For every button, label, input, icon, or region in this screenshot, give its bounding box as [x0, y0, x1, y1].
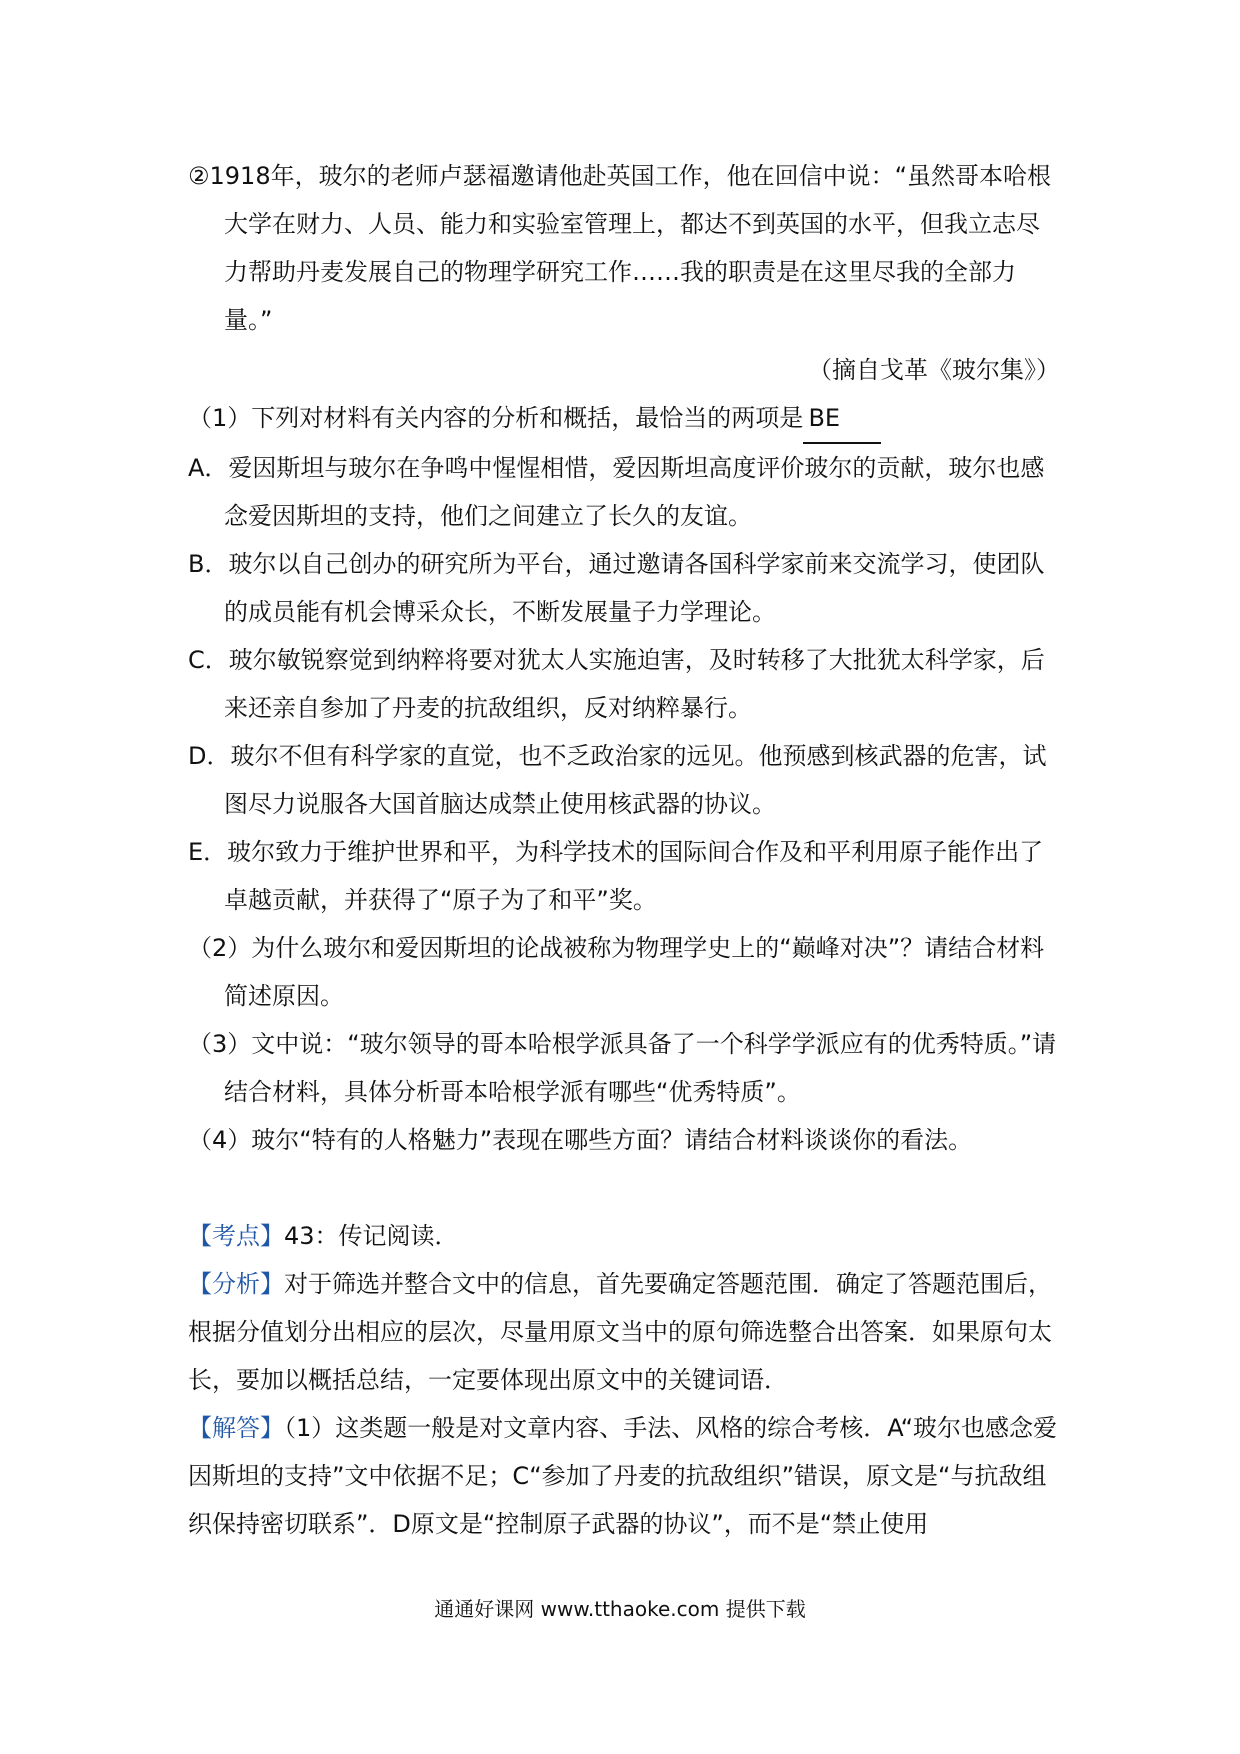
section-gap — [188, 1164, 1060, 1212]
jieda — [188, 1404, 1060, 1548]
document-content — [188, 152, 1060, 1548]
question-1-options — [188, 444, 1060, 924]
option-a: A．爱因斯坦与玻尔在争鸣中惺惺相惜，爱因斯坦高度评价玻尔的贡献，玻尔也感念爱因斯坦的支持，他们之间建立了长久的友谊。 — [188, 454, 1045, 530]
question-1-answer: BE — [803, 394, 881, 444]
material-source: （摘自戈革《玻尔集》） — [808, 356, 1060, 384]
question-4: （4）玻尔“特有的人格魅力”表现在哪些方面？请结合材料谈谈你的看法。 — [188, 1126, 973, 1154]
jieda-tag: 【解答】 — [188, 1414, 284, 1442]
question-1-text: （1）下列对材料有关内容的分析和概括，最恰当的两项是 — [188, 404, 804, 432]
fenxi-tag: 【分析】 — [188, 1270, 284, 1298]
kaodian-text: 43：传记阅读． — [284, 1222, 459, 1250]
question-1 — [188, 394, 1060, 444]
option-c: C．玻尔敏锐察觉到纳粹将要对犹太人实施迫害，及时转移了大批犹太科学家，后来还亲自参加了丹麦的抗敌组织，反对纳粹暴行。 — [188, 646, 1045, 722]
fenxi — [188, 1260, 1060, 1404]
question-2: （2）为什么玻尔和爱因斯坦的论战被称为物理学史上的“巅峰对决”？请结合材料简述原因。 — [188, 934, 1045, 1010]
option-d: D．玻尔不但有科学家的直觉，也不乏政治家的远见。他预感到核武器的危害，试图尽力说服各大国首脑达成禁止使用核武器的协议。 — [188, 742, 1047, 818]
question-3: （3）文中说：“玻尔领导的哥本哈根学派具备了一个科学学派应有的优秀特质。”请结合材料，具体分析哥本哈根学派有哪些“优秀特质”。 — [188, 1030, 1057, 1106]
material-paragraph-2: ②1918年，玻尔的老师卢瑟福邀请他赴英国工作，他在回信中说：“虽然哥本哈根大学在财力、人员、能力和实验室管理上，都达不到英国的水平，但我立志尽力帮助丹麦发展自己的物理学研究工作……我的职责是在这里尽我的全部力量。” — [188, 162, 1052, 334]
jieda-text: （1）这类题一般是对文章内容、手法、风格的综合考核．A“玻尔也感念爱因斯坦的支持”文中依据不足；C“参加了丹麦的抗敌组织”错误，原文是“与抗敌组织保持密切联系”．D原文是“控制原子武器的协议”，而不是“禁止使用 — [188, 1414, 1058, 1538]
kaodian-tag: 【考点】 — [188, 1222, 284, 1250]
option-b: B．玻尔以自己创办的研究所为平台，通过邀请各国科学家前来交流学习，使团队的成员能有机会博采众长，不断发展量子力学理论。 — [188, 550, 1045, 626]
page-footer: 通通好课网 www.tthaoke.com 提供下载 — [434, 1597, 806, 1621]
kaodian — [188, 1212, 1060, 1260]
fenxi-text: 对于筛选并整合文中的信息，首先要确定答题范围．确定了答题范围后，根据分值划分出相应的层次，尽量用原文当中的原句筛选整合出答案．如果原句太长，要加以概括总结，一定要体现出原文中的关键词语． — [188, 1270, 1052, 1394]
option-e: E．玻尔致力于维护世界和平，为科学技术的国际间合作及和平利用原子能作出了卓越贡献，并获得了“原子为了和平”奖。 — [188, 838, 1044, 914]
